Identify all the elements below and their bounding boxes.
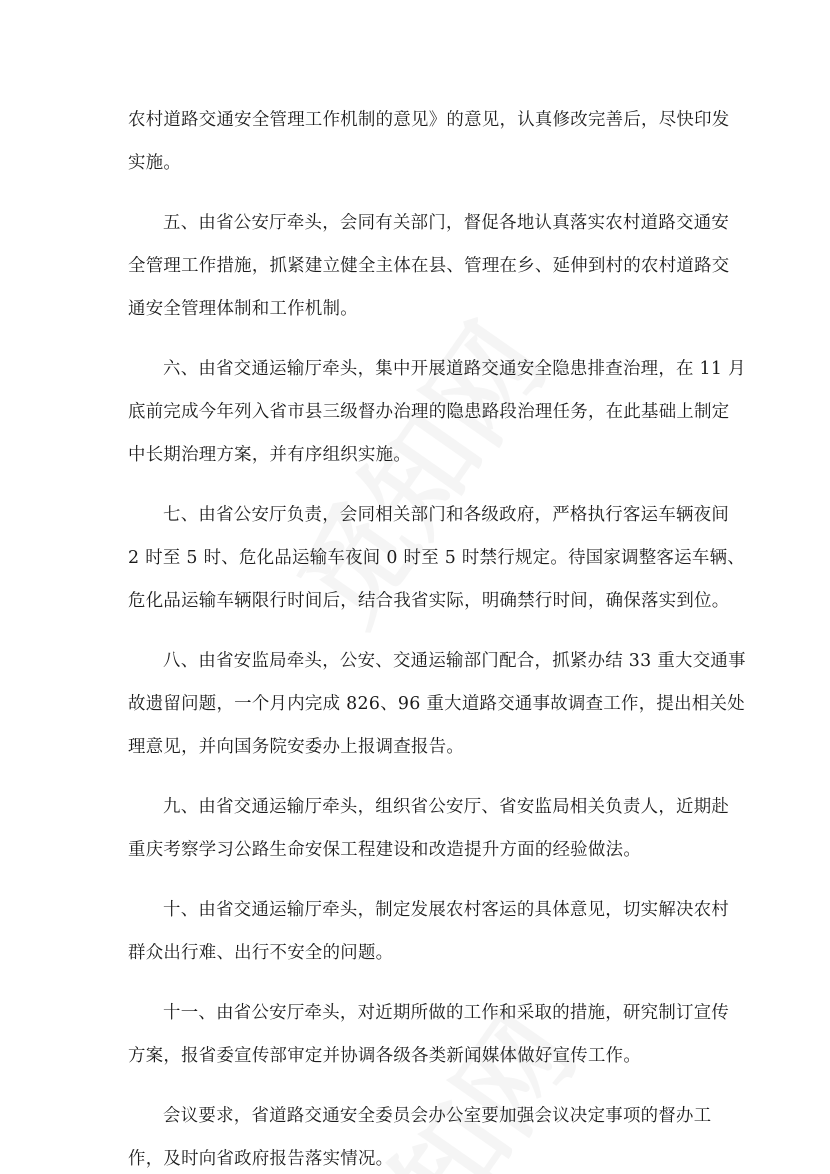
paragraph bbox=[128, 1095, 714, 1174]
paragraph-line: 七、由省公安厅负责，会同相关部门和各级政府，严格执行客运车辆夜间 bbox=[163, 505, 730, 525]
paragraph bbox=[128, 202, 730, 331]
paragraph bbox=[128, 640, 746, 769]
paragraph bbox=[128, 786, 730, 872]
paragraph-line: 重庆考察学习公路生命安保工程建设和改造提升方面的经验做法。 bbox=[128, 840, 642, 860]
paragraph bbox=[128, 99, 730, 185]
paragraph-line: 六、由省交通运输厅牵头，集中开展道路交通安全隐患排查治理，在 11 月 bbox=[163, 359, 746, 379]
paragraph-line: 十一、由省公安厅牵头，对近期所做的工作和采取的措施，研究制订宣传 bbox=[163, 1003, 730, 1023]
paragraph-line: 八、由省安监局牵头，公安、交通运输部门配合，抓紧办结 33 重大交通事 bbox=[163, 651, 746, 671]
paragraph-line: 方案，报省委宣传部审定并协调各级各类新闻媒体做好宣传工作。 bbox=[128, 1046, 642, 1066]
paragraph-line: 通安全管理体制和工作机制。 bbox=[128, 299, 358, 319]
paragraph-line: 故遗留问题，一个月内完成 826、96 重大道路交通事故调查工作，提出相关处 bbox=[128, 694, 745, 714]
paragraph-line: 底前完成今年列入省市县三级督办治理的隐患路段治理任务，在此基础上制定 bbox=[128, 402, 730, 422]
paragraph-line: 作，及时向省政府报告落实情况。 bbox=[128, 1149, 394, 1169]
paragraph-line: 群众出行难、出行不安全的问题。 bbox=[128, 943, 394, 963]
paragraph bbox=[128, 348, 746, 477]
paragraph-line: 农村道路交通安全管理工作机制的意见》的意见，认真修改完善后，尽快印发 bbox=[128, 110, 730, 130]
paragraph bbox=[128, 494, 745, 623]
paragraph-line: 会议要求，省道路交通安全委员会办公室要加强会议决定事项的督办工 bbox=[163, 1106, 712, 1126]
paragraph-line: 九、由省交通运输厅牵头，组织省公安厅、省安监局相关负责人，近期赴 bbox=[163, 797, 730, 817]
paragraph-line: 危化品运输车辆限行时间后，结合我省实际，明确禁行时间，确保落实到位。 bbox=[128, 591, 730, 611]
paragraph-line: 实施。 bbox=[128, 153, 182, 173]
paragraph bbox=[128, 992, 730, 1078]
paragraph-line: 十、由省交通运输厅牵头，制定发展农村客运的具体意见，切实解决农村 bbox=[163, 900, 730, 920]
document-body bbox=[128, 99, 746, 1174]
paragraph-line: 五、由省公安厅牵头，会同有关部门，督促各地认真落实农村道路交通安 bbox=[163, 213, 730, 233]
paragraph-line: 2 时至 5 时、危化品运输车夜间 0 时至 5 时禁行规定。待国家调整客运车辆、 bbox=[128, 548, 745, 568]
paragraph bbox=[128, 889, 730, 975]
paragraph-line: 中长期治理方案，并有序组织实施。 bbox=[128, 445, 412, 465]
paragraph-line: 全管理工作措施，抓紧建立健全主体在县、管理在乡、延伸到村的农村道路交 bbox=[128, 256, 730, 276]
paragraph-line: 理意见，并向国务院安委办上报调查报告。 bbox=[128, 737, 465, 757]
